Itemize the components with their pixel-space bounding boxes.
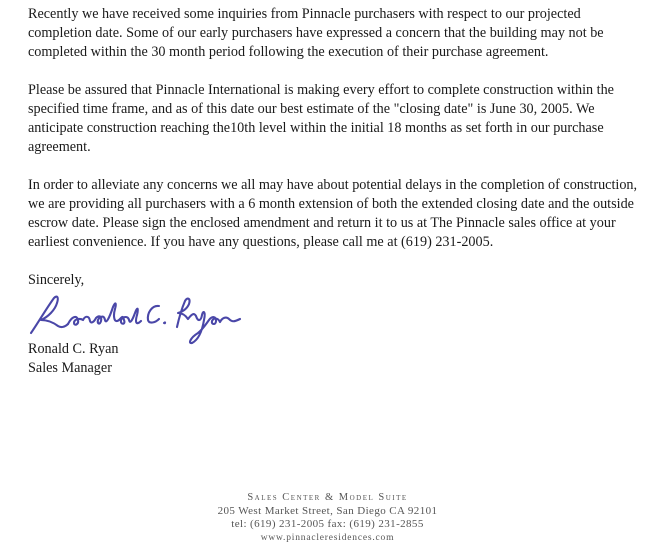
- handwritten-signature: [28, 293, 243, 345]
- letterhead-footer: [0, 491, 655, 545]
- paragraph-extension-offer: In order to alleviate any concerns we all may have about potential delays in the completion of construction, we are providing all purchasers with a 6 month extension of both the extended closing date and the outside escrow date. Please sign the enclosed amendment and return it to us at The Pinnacle sales office at your earliest convenience. If you have any questions, please call me at (619) 231-2005.: [28, 177, 638, 250]
- closing-salutation: Sincerely,: [28, 272, 85, 288]
- paragraph-completion-inquiries: Recently we have received some inquiries from Pinnacle purchasers with respect to our projected completion date. Some of our early purchasers have expressed a concern that the building may not be completed within the 30 month period following the execution of their purchase agreement.: [28, 6, 604, 60]
- letter-body: [28, 5, 643, 271]
- signer-title: Sales Manager: [28, 360, 112, 376]
- paragraph-closing-date: Please be assured that Pinnacle International is making every effort to complete construction within the specified time frame, and as of this date our best estimate of the "closing date" is June 30, 2005. We anticipate construction reaching the10th level within the initial 18 months as set forth in our purchase agreement.: [28, 82, 614, 155]
- footer-phone-fax: tel: (619) 231-2005 fax: (619) 231-2855: [231, 518, 424, 530]
- footer-address: 205 West Market Street, San Diego CA 92101: [217, 504, 438, 517]
- footer-website: www.pinnacleresidences.com: [260, 532, 395, 543]
- footer-sales-center: Sales Center & Model Suite: [247, 492, 408, 503]
- signer-block: [28, 340, 118, 378]
- signer-name: Ronald C. Ryan: [28, 341, 119, 357]
